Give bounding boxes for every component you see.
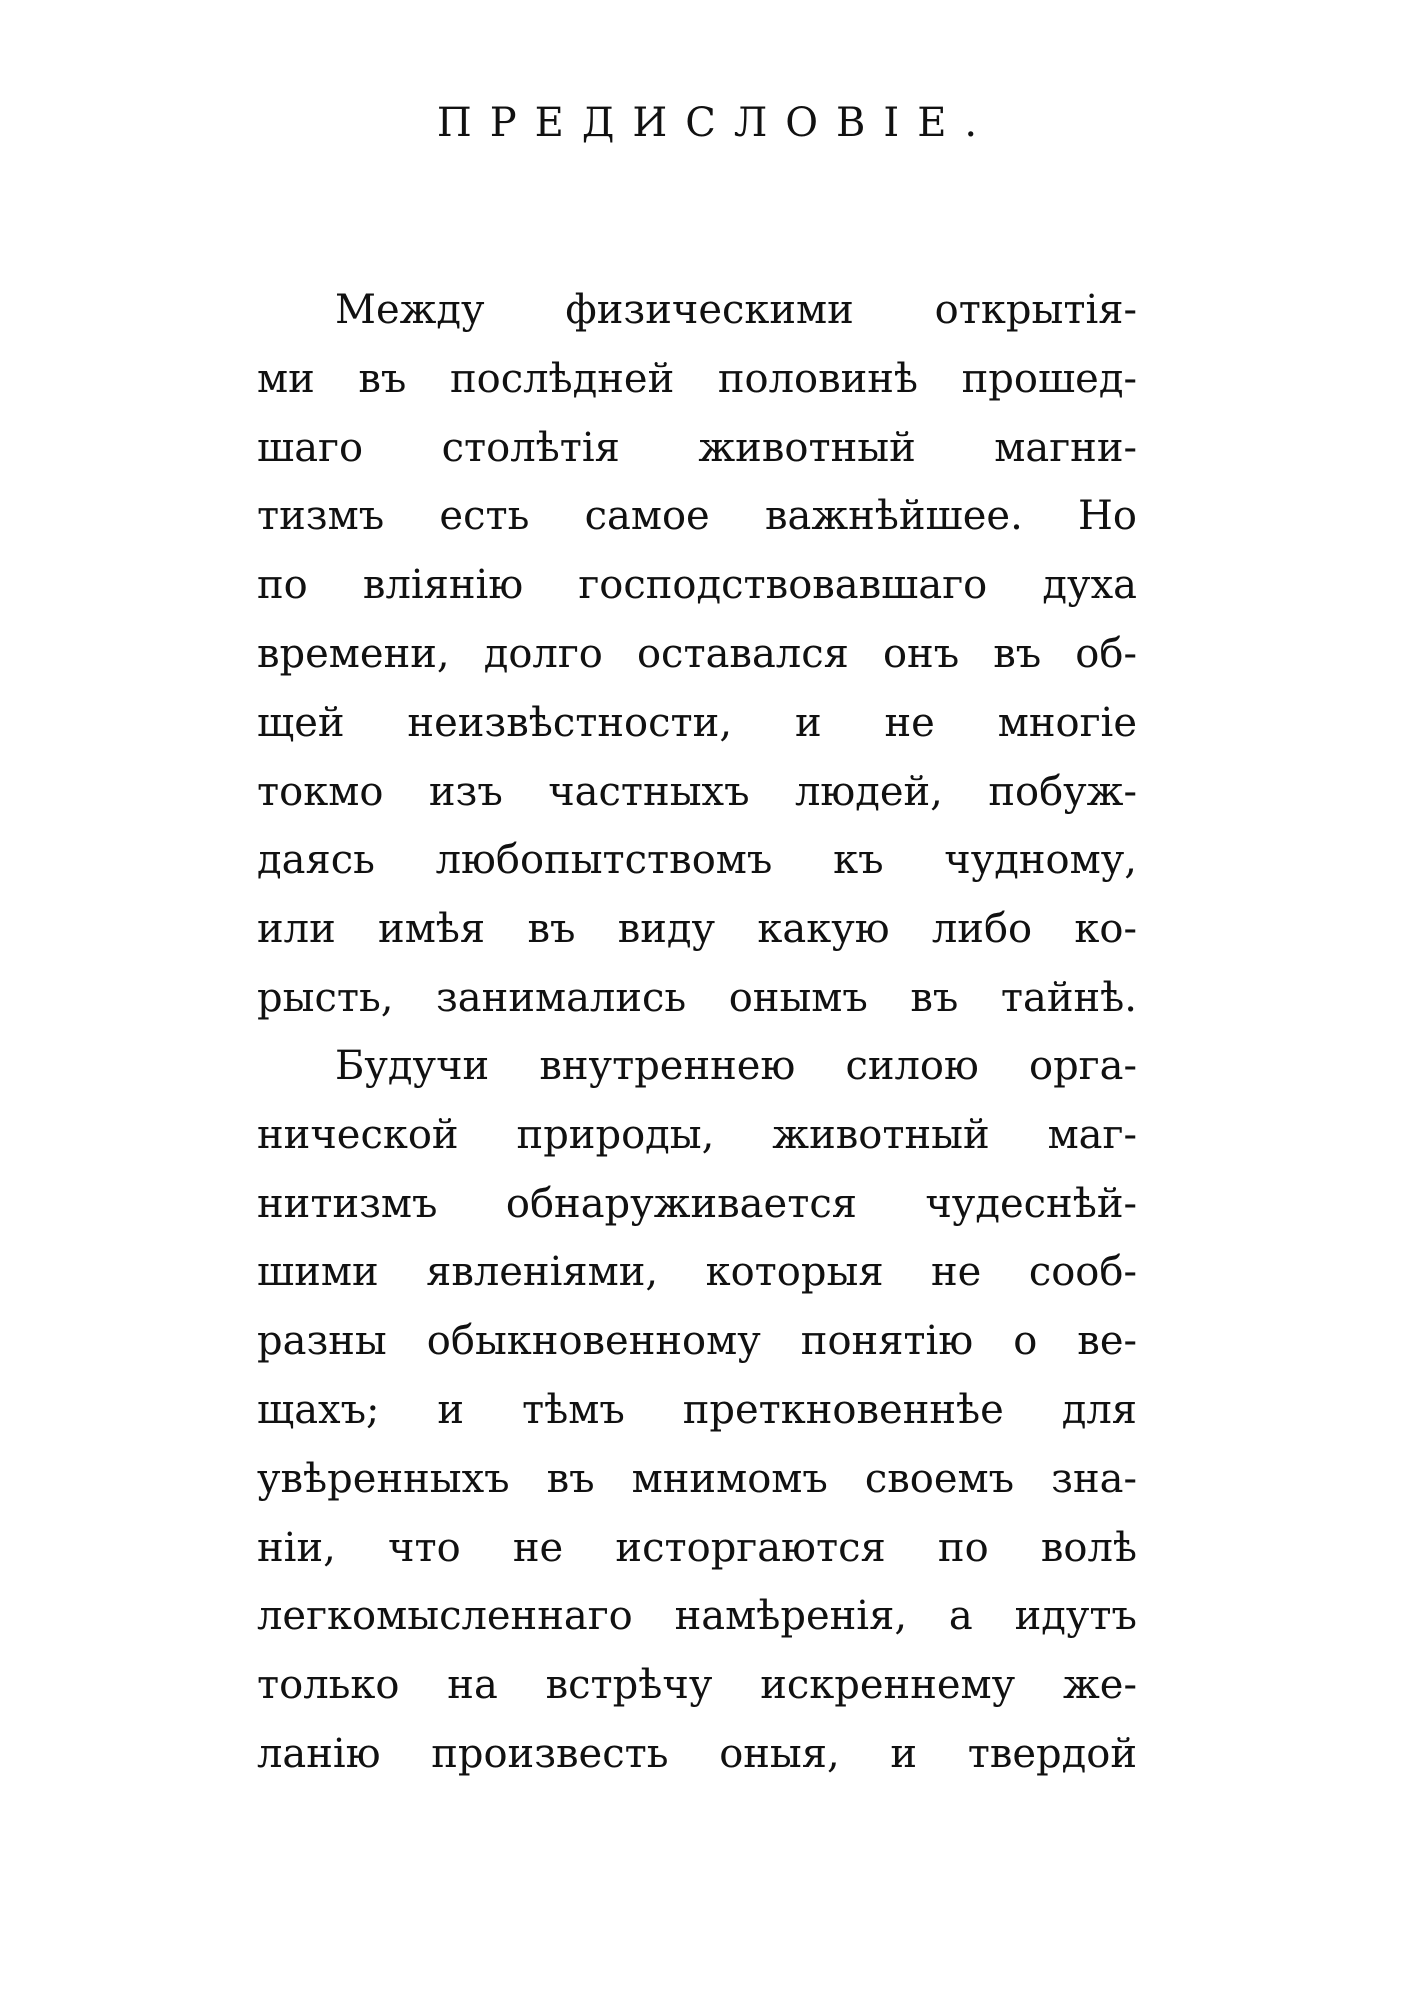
paragraph-1 xyxy=(257,276,1137,1033)
text-line: разны обыкновенному понятію о ве- xyxy=(257,1318,1137,1365)
text-line: Между физическими открытія- xyxy=(335,287,1137,333)
text-line: рысть, занимались онымъ въ тайнѣ. xyxy=(257,974,1137,1021)
text-line: времени, долго оставался онъ въ об- xyxy=(257,630,1137,677)
text-line: шаго столѣтія животный магни- xyxy=(257,424,1137,471)
paragraph-2 xyxy=(257,1032,1137,1789)
text-line: тизмъ есть самое важнѣйшее. Но xyxy=(257,493,1137,540)
text-line: щахъ; и тѣмъ преткновеннѣе для xyxy=(257,1386,1137,1433)
text-line: токмо изъ частныхъ людей, побуж- xyxy=(257,768,1137,815)
text-line: по вліянію господствовавшаго духа xyxy=(257,562,1137,609)
text-line: щей неизвѣстности, и не многіе xyxy=(257,699,1137,746)
text-line: ніи, что не исторгаются по волѣ xyxy=(257,1524,1137,1571)
text-line: легкомысленнаго намѣренія, а идутъ xyxy=(257,1593,1137,1640)
text-line: нитизмъ обнаруживается чудеснѣй- xyxy=(257,1180,1137,1227)
page-heading: ПРЕДИСЛОВІЕ. xyxy=(436,100,996,146)
text-line: только на встрѣчу искреннему же- xyxy=(257,1662,1137,1709)
text-line: Будучи внутреннею силою орга- xyxy=(335,1043,1137,1089)
text-line: ланію произвесть оныя, и твердой xyxy=(257,1730,1137,1777)
text-line: даясь любопытствомъ къ чудному, xyxy=(257,837,1137,884)
text-line: ми въ послѣдней половинѣ прошед- xyxy=(257,355,1137,402)
text-line: шими явленіями, которыя не сооб- xyxy=(257,1249,1137,1296)
text-line: или имѣя въ виду какую либо ко- xyxy=(257,906,1137,953)
text-line: увѣренныхъ въ мнимомъ своемъ зна- xyxy=(257,1455,1137,1502)
text-line: нической природы, животный маг- xyxy=(257,1111,1137,1158)
